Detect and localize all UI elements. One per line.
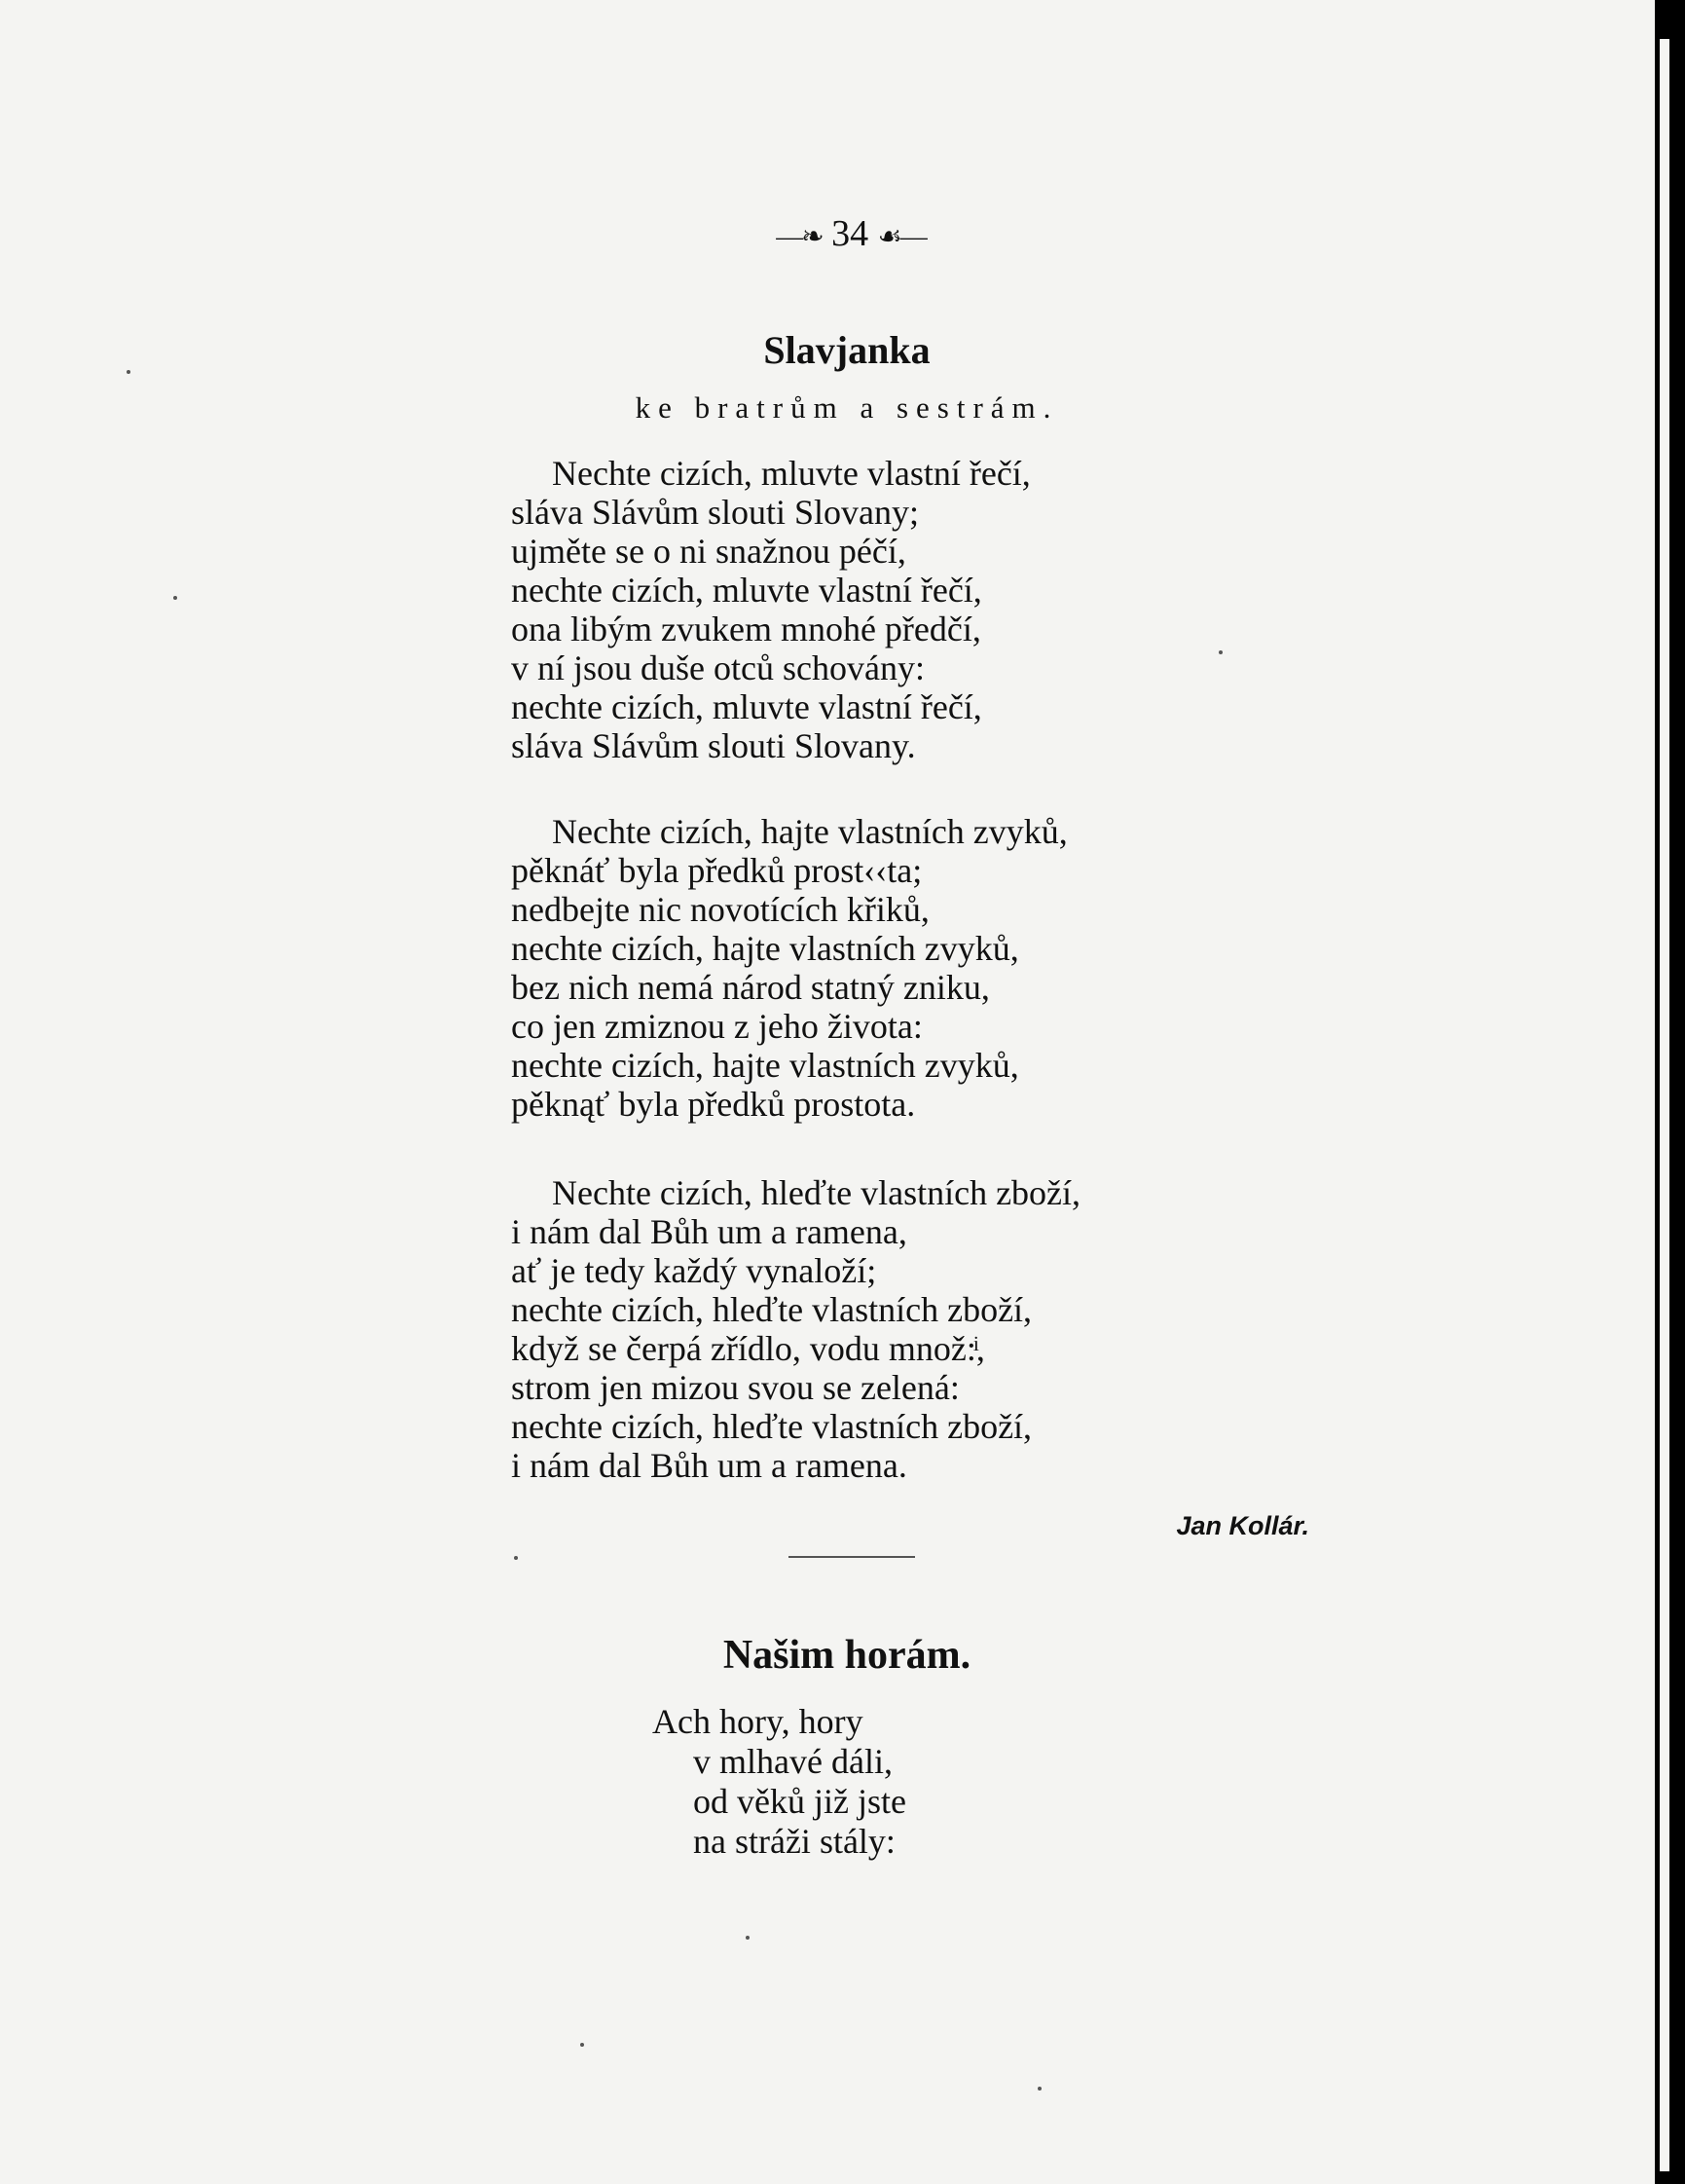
verse-line: ať je tedy každý vynaloží; xyxy=(511,1251,877,1290)
poem2-stanza-1 xyxy=(652,1702,906,1862)
verse-line: nechte cizích, hajte vlastních zvyků, xyxy=(511,1046,1019,1085)
verse-line: ona libým zvukem mnohé předčí, xyxy=(511,610,981,648)
verse-line: nechte cizích, mluvte vlastní řečí, xyxy=(511,571,982,610)
verse-line: Nechte cizích, mluvte vlastní řečí, xyxy=(552,454,1031,493)
verse-line: v ní jsou duše otců schovány: xyxy=(511,648,925,687)
paper-speck xyxy=(1038,2087,1042,2091)
paper-speck xyxy=(1219,650,1223,654)
poem1-stanza-2 xyxy=(511,812,1251,1124)
poem1-title: Slavjanka xyxy=(763,328,931,372)
verse-line: pěknąť byla předků prostota. xyxy=(511,1085,916,1124)
verse-line: bez nich nemá národ statný zniku, xyxy=(511,968,990,1007)
paper-speck xyxy=(127,370,130,374)
verse-line: nechte cizích, hleďte vlastních zboží, xyxy=(511,1290,1033,1329)
verse-line: strom jen mizou svou se zelená: xyxy=(511,1368,960,1407)
page-edge-strip xyxy=(1660,39,1669,2171)
verse-line: nedbejte nic novotících křiků, xyxy=(511,890,930,929)
verse-line: i nám dal Bůh um a ramena, xyxy=(511,1212,907,1251)
verse-line: Nechte cizích, hajte vlastních zvyků, xyxy=(552,812,1068,851)
ornament-right: ☙— xyxy=(877,222,926,252)
paper-speck xyxy=(580,2043,584,2047)
page-number xyxy=(724,212,977,255)
verse-line: nechte cizích, mluvte vlastní řečí, xyxy=(511,687,982,726)
poem1-subtitle: ke bratrům a sestrám. xyxy=(635,390,1059,425)
verse-line: na stráži stály: xyxy=(693,1822,896,1861)
verse-line: i nám dal Bůh um a ramena. xyxy=(511,1446,907,1485)
poem1-stanza-1 xyxy=(511,454,1251,765)
verse-line: nechte cizích, hleďte vlastních zboží, xyxy=(511,1407,1033,1446)
poem2-title: Našim horám. xyxy=(722,1633,971,1678)
verse-line: ujměte se o ni snažnou péčí, xyxy=(511,532,906,571)
paper-speck xyxy=(746,1936,750,1940)
verse-line: když se čerpá zřídlo, vodu množ:ͥ, xyxy=(511,1329,985,1368)
ornament-left: —❧ xyxy=(776,222,823,252)
page-number-value: 34 xyxy=(831,213,869,254)
verse-line: Ach hory, hory xyxy=(652,1702,863,1741)
paper-speck xyxy=(514,1556,518,1560)
verse-line: v mlhavé dáli, xyxy=(693,1742,893,1781)
section-divider xyxy=(788,1556,915,1558)
verse-line: od věků již jste xyxy=(693,1782,906,1821)
poem1-stanza-3 xyxy=(511,1173,1251,1485)
verse-line: co jen zmiznou z jeho života: xyxy=(511,1007,923,1046)
verse-line: nechte cizích, hajte vlastních zvyků, xyxy=(511,929,1019,968)
verse-line: sláva Slávům slouti Slovany. xyxy=(511,726,916,765)
verse-line: sláva Slávům slouti Slovany; xyxy=(511,493,919,532)
paper-speck xyxy=(173,596,177,600)
verse-line: Nechte cizích, hleďte vlastních zboží, xyxy=(552,1173,1081,1212)
poem1-author: Jan Kollár. xyxy=(1176,1511,1309,1540)
verse-line: pěknáť byla předků prost‹‹ta; xyxy=(511,851,923,890)
